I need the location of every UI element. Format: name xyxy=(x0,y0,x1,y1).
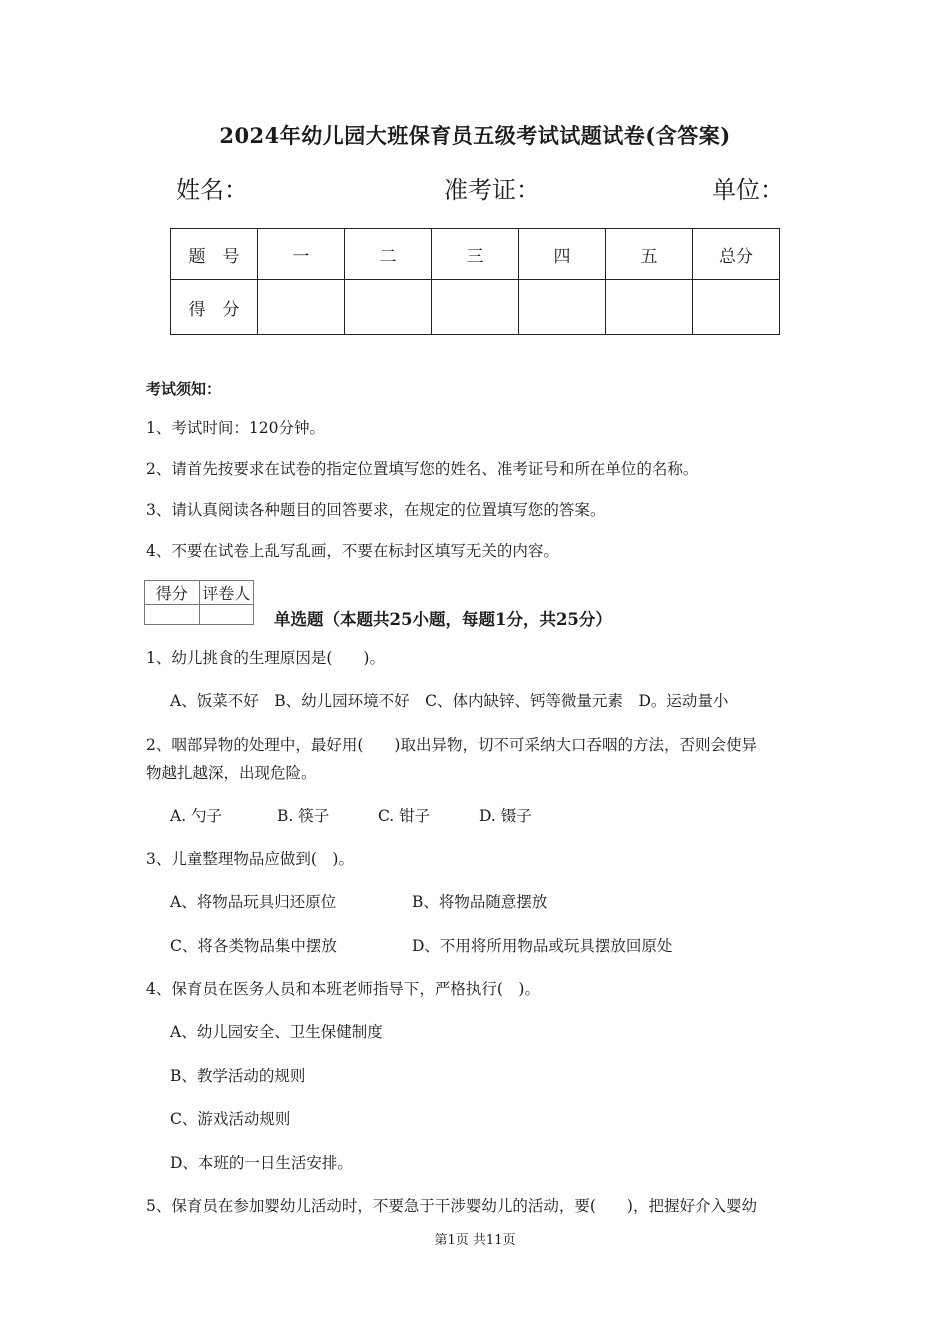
option-c: C. 钳子 xyxy=(378,807,431,825)
score-header-cell: 题 号 xyxy=(171,229,258,280)
option-d: D、本班的一日生活安排。 xyxy=(170,1154,353,1172)
option-d: D、不用将所用物品或玩具摆放回原处 xyxy=(412,937,673,955)
option-a: A、幼儿园安全、卫生保健制度 xyxy=(170,1023,383,1041)
notice-heading: 考试须知： xyxy=(146,380,222,398)
notice-item: 3、请认真阅读各种题目的回答要求，在规定的位置填写您的答案。 xyxy=(146,501,606,519)
exam-number-label: 准考证： xyxy=(444,176,540,204)
score-header-cell: 四 xyxy=(519,229,606,280)
grader-score-cell[interactable] xyxy=(145,605,200,625)
name-label: 姓名： xyxy=(176,176,248,204)
grader-box xyxy=(144,580,254,625)
score-table-score-row xyxy=(171,280,780,335)
score-cell[interactable] xyxy=(432,280,519,335)
score-cell[interactable] xyxy=(345,280,432,335)
grader-name-label: 评卷人 xyxy=(199,581,254,605)
page-title: 2024年幼儿园大班保育员五级考试试题试卷(含答案) xyxy=(219,123,731,148)
option-a: A、将物品玩具归还原位 xyxy=(170,893,337,911)
question-stem: 1、幼儿挑食的生理原因是( )。 xyxy=(146,649,385,667)
option-b: B、将物品随意摆放 xyxy=(412,893,548,911)
notice-item: 4、不要在试卷上乱写乱画，不要在标封区填写无关的内容。 xyxy=(146,542,559,560)
option-c: C、游戏活动规则 xyxy=(170,1110,291,1128)
notice-item: 1、考试时间：120分钟。 xyxy=(146,419,325,437)
question-stem: 5、保育员在参加婴幼儿活动时，不要急于干涉婴幼儿的活动，要( )，把握好介入婴幼 xyxy=(146,1197,757,1215)
notice-item: 2、请首先按要求在试卷的指定位置填写您的姓名、准考证号和所在单位的名称。 xyxy=(146,460,699,478)
score-table-header-row xyxy=(171,229,780,280)
score-header-cell: 二 xyxy=(345,229,432,280)
question-stem-continued: 物越扎越深，出现危险。 xyxy=(146,764,317,782)
unit-label: 单位： xyxy=(712,176,784,204)
option-c: C、将各类物品集中摆放 xyxy=(170,937,337,955)
score-row-label: 得 分 xyxy=(171,280,258,335)
score-header-cell: 五 xyxy=(606,229,693,280)
option-d: D. 镊子 xyxy=(479,807,532,825)
question-stem: 2、咽部异物的处理中，最好用( )取出异物，切不可采纳大口吞咽的方法，否则会使异 xyxy=(146,736,757,754)
score-header-cell: 一 xyxy=(258,229,345,280)
question-stem: 3、儿童整理物品应做到( )。 xyxy=(146,850,354,868)
score-cell[interactable] xyxy=(693,280,780,335)
score-header-cell: 总分 xyxy=(693,229,780,280)
grader-score-label: 得分 xyxy=(145,581,200,605)
option-b: B. 筷子 xyxy=(277,807,330,825)
section-title: 单选题（本题共25小题，每题1分，共25分） xyxy=(274,610,612,629)
score-cell[interactable] xyxy=(258,280,345,335)
score-header-cell: 三 xyxy=(432,229,519,280)
page-footer: 第1页 共11页 xyxy=(434,1233,516,1248)
option-a: A. 勺子 xyxy=(170,807,223,825)
score-cell[interactable] xyxy=(606,280,693,335)
question-options: A、饭菜不好 B、幼儿园环境不好 C、体内缺锌、钙等微量元素 D。运动量小 xyxy=(170,692,729,710)
score-cell[interactable] xyxy=(519,280,606,335)
grader-name-cell[interactable] xyxy=(199,605,254,625)
option-b: B、教学活动的规则 xyxy=(170,1067,306,1085)
question-stem: 4、保育员在医务人员和本班老师指导下，严格执行( )。 xyxy=(146,980,540,998)
score-table xyxy=(170,228,780,335)
